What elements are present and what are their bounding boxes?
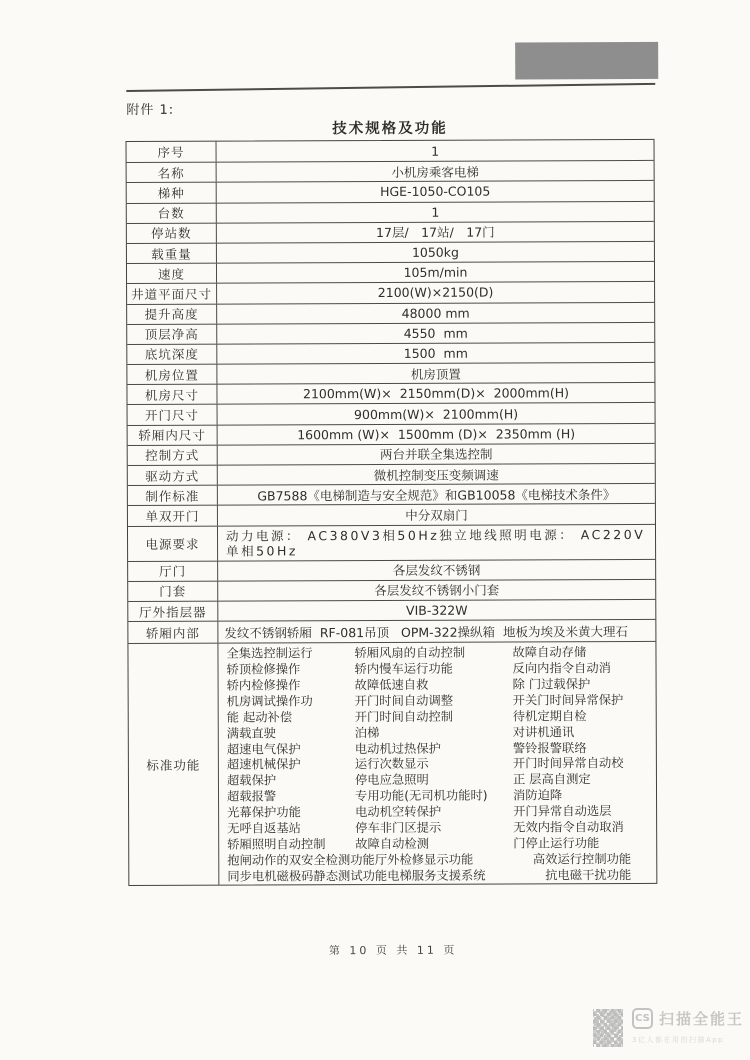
row-label: 驱动方式	[128, 466, 218, 486]
function-line	[227, 677, 654, 695]
page-number: 第 10 页 共 11 页	[328, 943, 458, 958]
table-row	[127, 301, 654, 323]
function-line	[227, 725, 654, 743]
function-item: 开门时间自动调整	[354, 693, 454, 708]
row-label: 机房位置	[127, 365, 217, 385]
row-label: 停站数	[127, 223, 217, 243]
function-item: 无效内指令自动取消	[513, 820, 624, 835]
function-item: 消防迫降	[512, 788, 563, 803]
attachment-label: 附件 1:	[126, 102, 175, 118]
function-item: 泊梯	[354, 725, 380, 740]
function-item: 能 起动补偿	[226, 710, 293, 725]
function-item: 抗电磁干扰功能	[545, 867, 632, 883]
row-value: 1	[431, 143, 440, 159]
function-item: 警铃报警联络	[512, 740, 587, 756]
table-row-power	[128, 523, 655, 560]
row-value: 2100(W)×2150(D)	[377, 284, 494, 301]
function-line	[227, 820, 654, 838]
function-item: 轿内慢车运行功能	[354, 661, 453, 677]
row-value: 1	[431, 204, 440, 220]
table-row	[127, 180, 654, 202]
logo-letters: CS	[635, 1012, 650, 1024]
function-line	[227, 788, 654, 806]
function-item: 轿厢风扇的自动控制	[354, 645, 466, 661]
function-line	[227, 852, 654, 870]
function-item: 门停止运行功能	[513, 836, 600, 851]
function-item: 光幕保护功能	[227, 805, 301, 820]
function-item: 反向内指令自动消	[512, 661, 611, 676]
row-value: 微机控制变压变频调速	[373, 467, 499, 483]
row-label: 底坑深度	[127, 344, 217, 364]
row-label: 载重量	[127, 244, 217, 264]
row-value: VIB-322W	[405, 602, 468, 618]
table-row	[127, 281, 654, 303]
table-row	[128, 402, 655, 424]
table-row	[128, 423, 655, 445]
function-item: 无呼自返基站	[227, 821, 301, 836]
function-item: 轿顶检修操作	[226, 662, 301, 677]
table-row	[127, 322, 654, 344]
function-item: 轿内检修操作	[226, 678, 301, 693]
table-row	[128, 503, 655, 525]
function-line	[227, 804, 654, 822]
row-value: 1500 mm	[403, 345, 468, 361]
table-row	[128, 483, 655, 505]
watermark-tagline: 3亿人都在用的扫描App	[632, 1036, 725, 1044]
row-label: 轿厢内部	[128, 622, 218, 643]
row-value: 4550 mm	[403, 325, 468, 341]
row-label: 开门尺寸	[128, 405, 218, 425]
row-label: 单双开门	[128, 506, 218, 526]
function-item: 电梯服务支援系统	[387, 868, 486, 883]
function-item: 抱闸动作的双安全检测功能	[227, 852, 375, 868]
camscanner-logo-icon	[632, 1008, 653, 1029]
row-value: 17层/ 17站/ 17门	[376, 224, 495, 241]
row-label: 控制方式	[128, 445, 218, 465]
row-value: 小机房乘客电梯	[391, 164, 479, 180]
row-label: 名称	[127, 163, 217, 183]
watermark-app-name: 扫描全能王	[659, 1009, 745, 1028]
row-label: 序号	[127, 142, 217, 163]
function-item: 高效运行控制功能	[532, 851, 632, 867]
row-value: 2100mm(W)× 2150mm(D)× 2000mm(H)	[302, 385, 569, 402]
row-value: 发纹不锈钢轿厢 RF-081吊顶 OPM-322操纵箱 地板为埃及米黄大理石	[224, 623, 629, 641]
row-label: 标准功能	[128, 644, 219, 885]
row-value: 动力电源： AC380V3相50Hz独立地线照明电源： AC220V单相50Hz	[225, 526, 646, 559]
function-line	[227, 836, 654, 854]
function-item: 运行次数显示	[354, 757, 429, 772]
row-value: 各层发纹不锈钢小门套	[374, 582, 500, 599]
function-line	[226, 645, 653, 663]
table-row	[127, 342, 654, 364]
page-title: 技术规格及功能	[332, 120, 448, 138]
table-row-cabin	[128, 619, 655, 643]
function-item: 超速电气保护	[226, 741, 301, 757]
redaction-block	[515, 42, 658, 80]
camscanner-watermark	[593, 1004, 745, 1056]
function-item: 电动机过热保护	[354, 741, 441, 756]
function-item: 开门异常自动选层	[513, 804, 612, 819]
qr-code-icon	[593, 1009, 623, 1047]
row-label: 厅外指层器	[128, 602, 218, 622]
function-item: 故障自动检测	[355, 836, 430, 852]
row-label: 厅门	[128, 561, 218, 581]
table-row	[127, 221, 654, 243]
function-item: 超载保护	[226, 773, 277, 788]
function-item: 超载报警	[226, 789, 277, 804]
function-item: 开关门时间异常保护	[512, 692, 624, 708]
functions-list	[218, 642, 656, 885]
table-row	[127, 261, 654, 283]
row-value: 1050kg	[411, 244, 459, 260]
function-item: 开门时间异常自动校	[512, 756, 624, 771]
function-item: 厅外检修显示功能	[374, 852, 474, 867]
row-value: 105m/min	[403, 264, 468, 281]
function-item: 超速机械保护	[226, 757, 301, 773]
function-item: 故障自动存储	[512, 645, 587, 660]
function-item: 电动机空转保护	[355, 804, 442, 820]
table-row	[127, 140, 654, 162]
table-row	[127, 382, 654, 404]
row-label: 制作标准	[128, 486, 218, 506]
row-value: HGE-1050-CO105	[380, 184, 491, 200]
row-label: 台数	[127, 203, 217, 223]
function-item: 待机定期自检	[512, 708, 587, 724]
function-item: 开门时间自动控制	[354, 709, 454, 724]
row-label: 门套	[128, 581, 218, 601]
row-label: 机房尺寸	[127, 385, 217, 405]
row-label: 井道平面尺寸	[127, 284, 217, 304]
table-row	[128, 599, 655, 621]
row-value: 机房顶置	[410, 366, 461, 382]
table-row	[128, 579, 655, 601]
function-item: 对讲机通讯	[512, 724, 575, 740]
row-label: 梯种	[127, 183, 217, 203]
table-row	[127, 200, 654, 222]
function-item: 停电应急照明	[354, 773, 429, 788]
function-item: 同步电机磁极码静态测试功能	[227, 868, 388, 884]
function-item: 正 层高自测定	[512, 772, 591, 787]
table-row	[128, 558, 655, 580]
row-value: 900mm(W)× 2100mm(H)	[353, 405, 519, 422]
function-item: 故障低速自救	[354, 677, 429, 693]
page-top-rule	[126, 83, 655, 92]
row-label: 轿厢内尺寸	[128, 425, 218, 445]
function-item: 机房调试操作功	[226, 694, 313, 709]
function-line	[227, 661, 654, 679]
row-value: 48000 mm	[401, 305, 470, 321]
row-label: 提升高度	[127, 304, 217, 324]
function-item: 专用功能(无司机功能时)	[354, 788, 488, 804]
table-row	[127, 160, 654, 182]
function-line	[227, 693, 654, 711]
function-line	[227, 772, 654, 790]
table-row	[128, 463, 655, 485]
row-label: 速度	[127, 264, 217, 284]
function-line	[227, 709, 654, 727]
row-label: 顶层净高	[127, 324, 217, 344]
function-item: 轿厢照明自动控制	[227, 837, 326, 852]
row-value: GB7588《电梯制造与安全规范》和GB10058《电梯技术条件》	[257, 486, 616, 504]
row-value: 各层发纹不锈钢	[392, 562, 481, 579]
function-line	[227, 868, 654, 885]
spec-table	[126, 139, 658, 886]
function-item: 满载直驶	[226, 726, 277, 741]
row-value: 1600mm (W)× 1500mm (D)× 2350mm (H)	[297, 425, 576, 443]
table-row	[127, 362, 654, 384]
function-item: 除 门过载保护	[512, 677, 591, 692]
row-label: 电源要求	[128, 526, 218, 560]
table-row-functions	[128, 641, 656, 885]
watermark-text-group	[632, 1004, 744, 1045]
row-value: 中分双扇门	[405, 507, 468, 523]
table-row	[127, 241, 654, 263]
function-item: 全集选控制运行	[226, 646, 313, 661]
table-row	[128, 443, 655, 465]
function-item: 停车非门区提示	[355, 820, 442, 836]
row-value: 两台并联全集选控制	[379, 446, 493, 463]
